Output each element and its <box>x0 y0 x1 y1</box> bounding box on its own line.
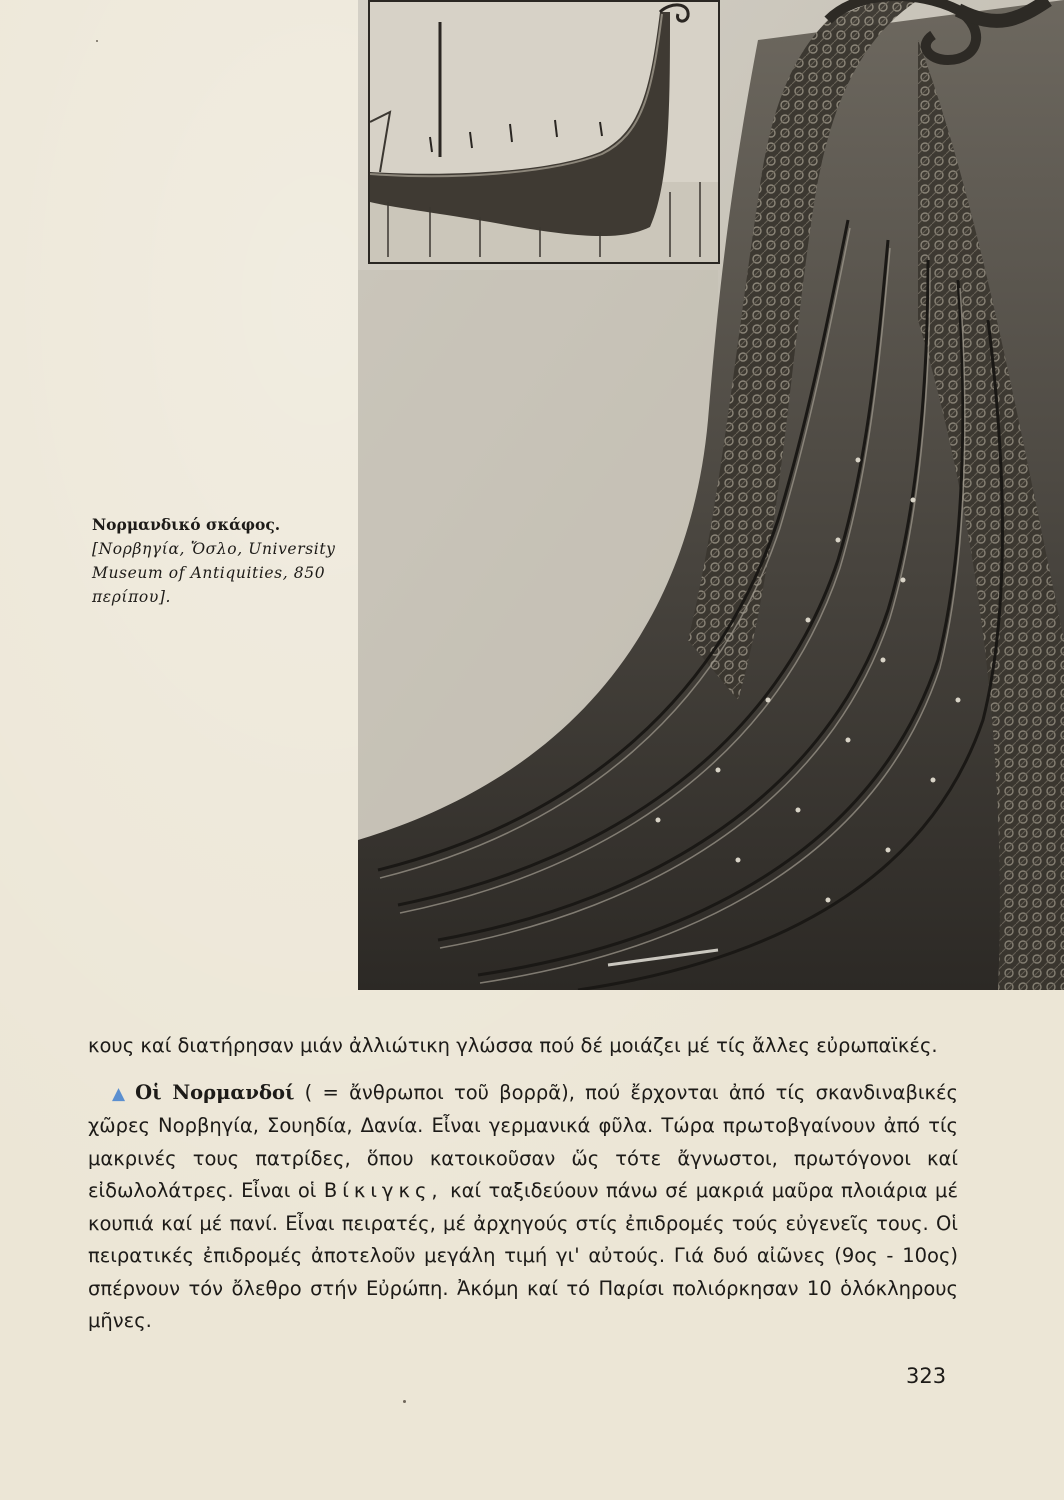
paragraph-lead: Οἱ Νορμανδοί <box>135 1080 295 1104</box>
section-triangle-icon: ▲ <box>112 1083 126 1104</box>
body-text <box>88 1030 958 1338</box>
paragraph-normans <box>88 1077 958 1338</box>
paragraph-continuation: κους καί διατήρησαν μιάν ἀλλιώτικη γλώσσα πού δέ μοιάζει μέ τίς ἄλλες εὐρωπαϊκές. <box>88 1034 938 1057</box>
page-number: 323 <box>906 1364 947 1388</box>
vikings-term: Βίκιγκς, <box>323 1179 443 1202</box>
caption-title: Νορμανδικό σκάφος. <box>92 515 281 534</box>
paragraph-text-a: ( = ἄνθρωποι τοῦ βορρᾶ), πού ἔρχονται ἀπό τίς σκανδιναβικές χῶρες Νορβηγία, Σουηδία, Δανία. Εἶναι γερμανικά φῦλα. Τώρα πρωτοβγαίνουν ἀπό τίς μακρινές τους πατρίδες, ὅπου κατοικοῦσαν ὥς τότε ἄγνωστοι, πρωτόγονοι καί εἰδωλολάτρες. Εἶναι οἱ <box>88 1080 958 1202</box>
paragraph-text-b: καί ταξιδεύουν πάνω σέ μακριά μαῦρα πλοιάρια μέ κουπιά καί μέ πανί. Εἶναι πειρατές, μέ ἀρχηγούς στίς ἐπιδρομές τούς εὐγενεῖς τους. Οἱ πειρατικές ἐπιδρομές ἀποτελοῦν μεγάλη τιμή γι' αὐτούς. Γιά δυό αἰῶνες (9ος - 10ος) σπέρνουν τόν ὄλεθρο στήν Εὐρώπη. Ἀκόμη καί τό Παρίσι πολιόρκησαν 10 ὁλόκληρους μῆνες. <box>88 1179 958 1332</box>
caption-reference: [Νορβηγία, Ὄσλο, University Museum of Antiquities, 850 περίπου]. <box>92 540 336 606</box>
paper-speck <box>403 1400 406 1403</box>
paper-speck <box>96 40 98 42</box>
photo-caption <box>92 513 342 609</box>
ship-inset-photo <box>368 0 720 264</box>
